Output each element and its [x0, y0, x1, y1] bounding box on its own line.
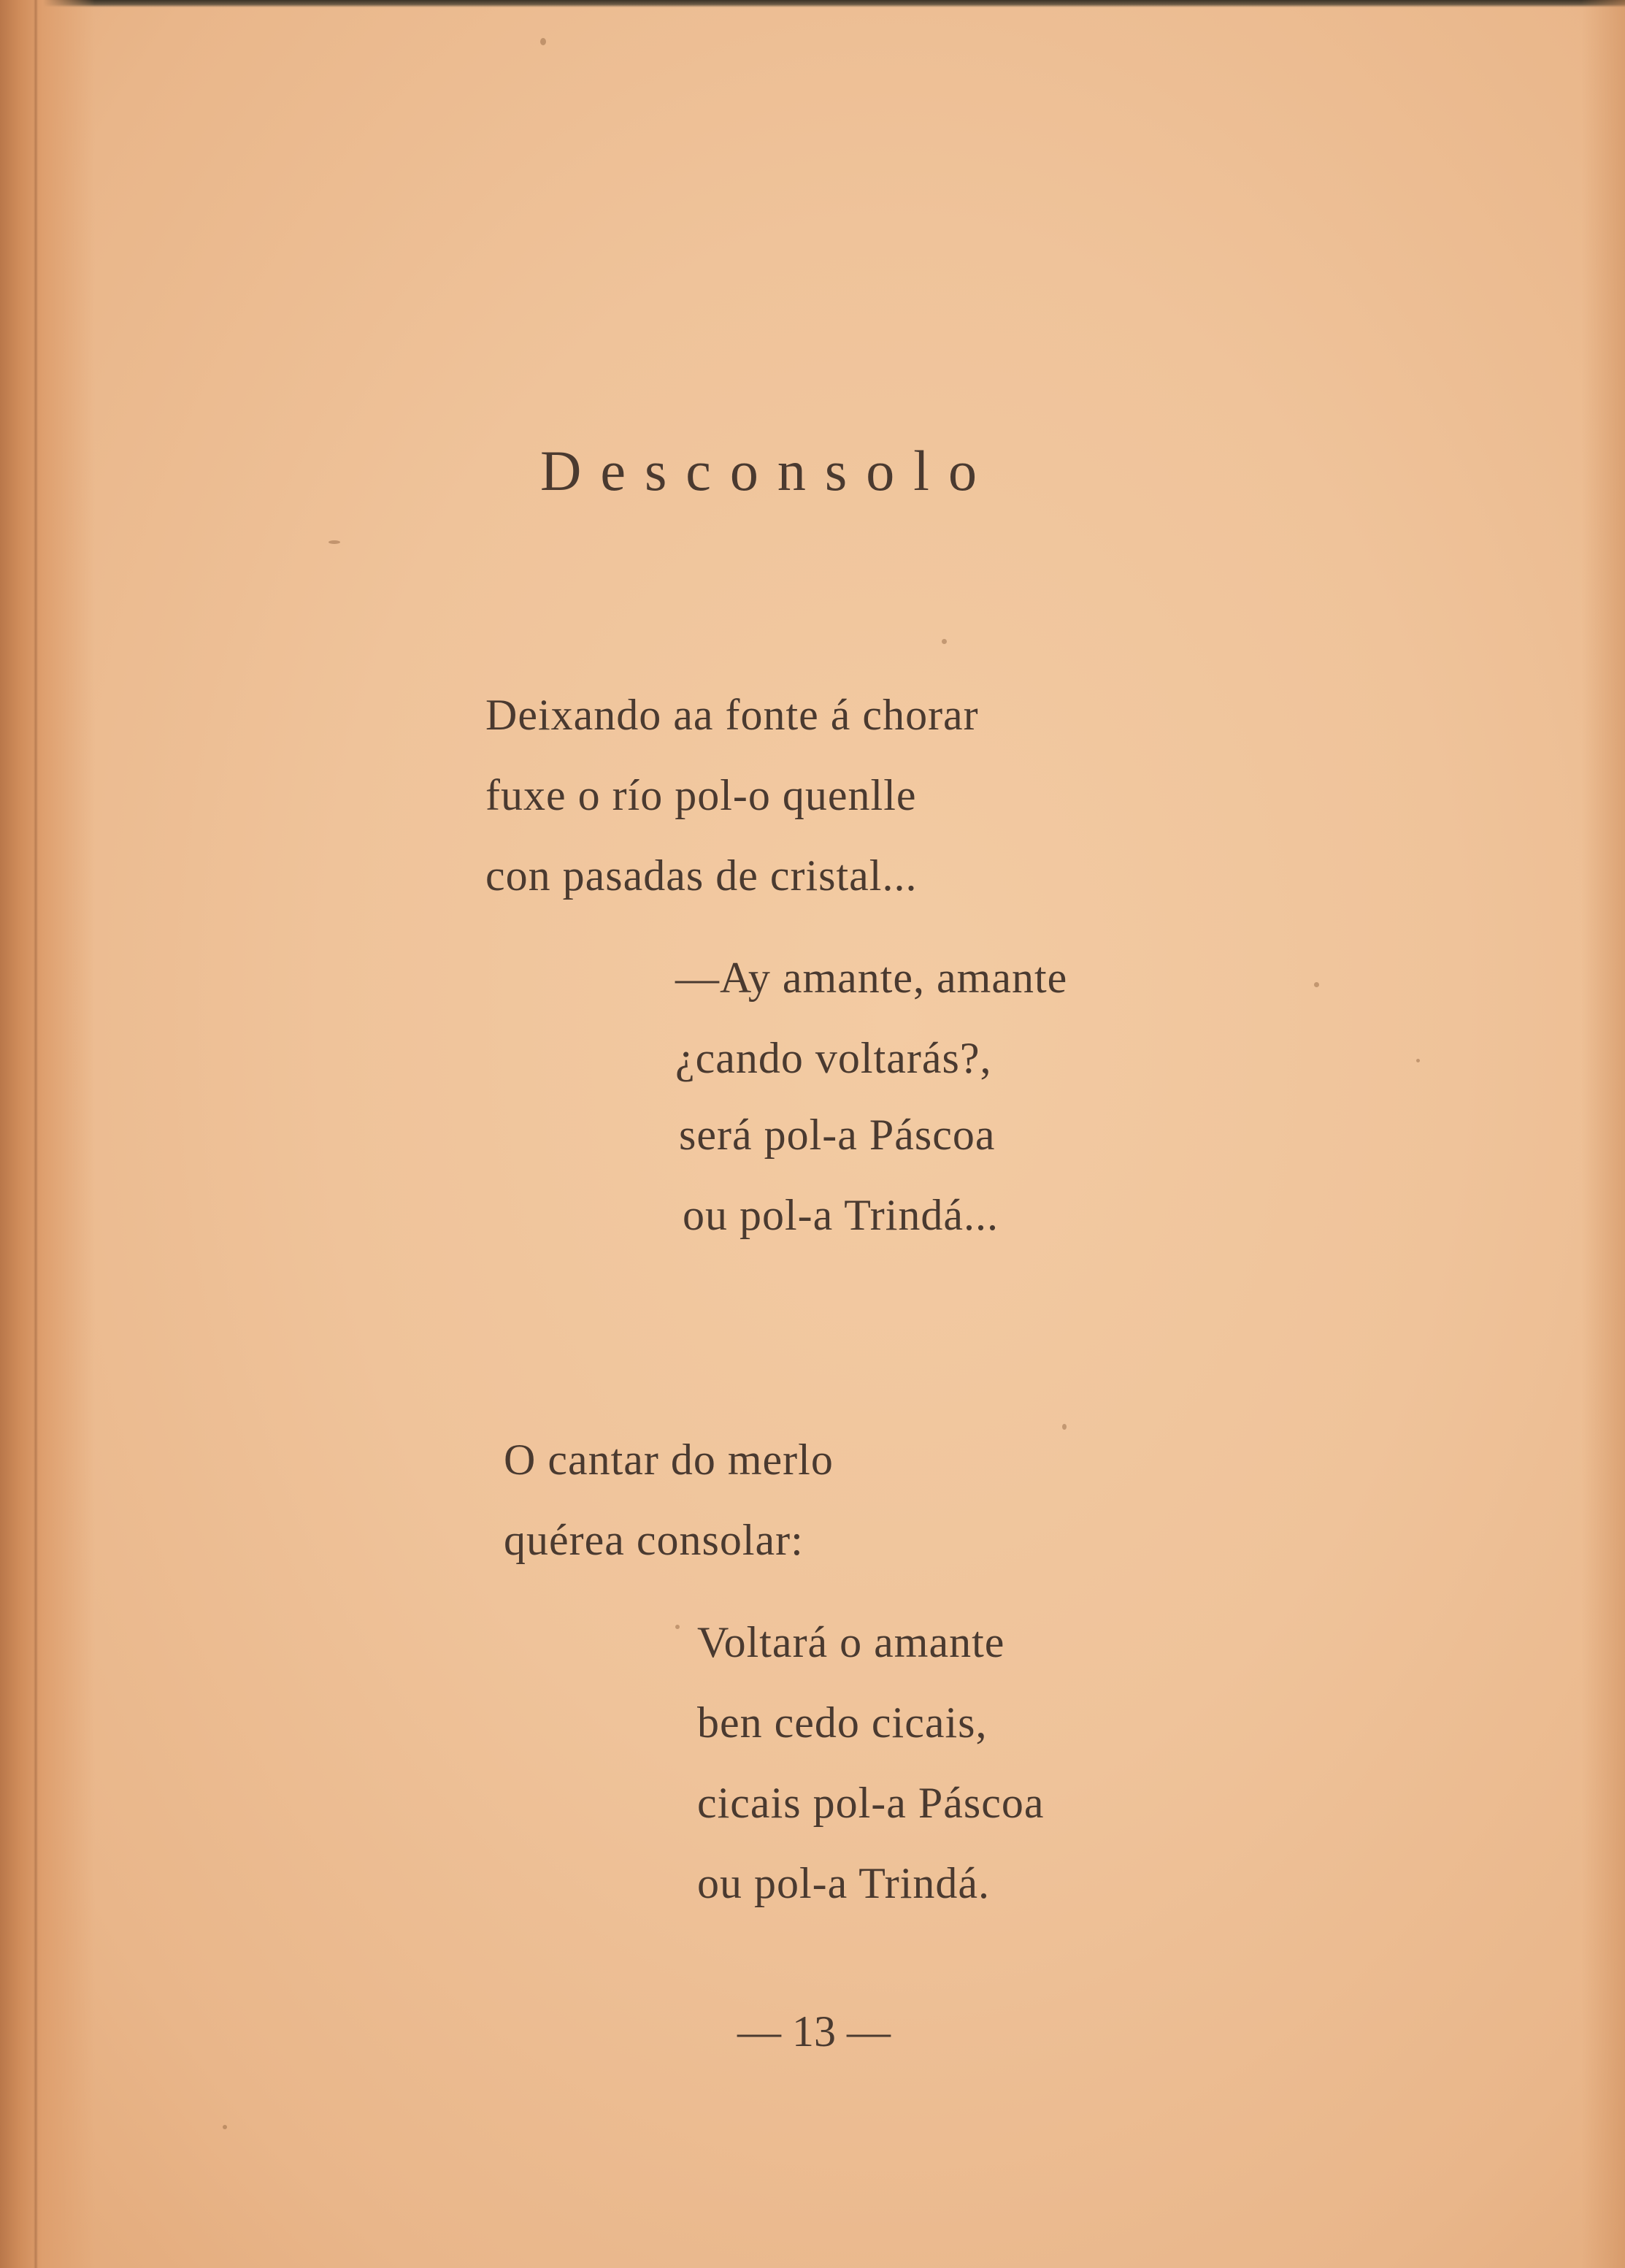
paper-speck [1314, 982, 1319, 987]
paper-speck [223, 2125, 227, 2129]
poem-line: ben cedo cicais, [697, 1698, 988, 1747]
paper-speck [329, 540, 340, 544]
page-number: — 13 — [737, 2007, 891, 2056]
paper-speck [675, 1625, 680, 1629]
paper-speck [1062, 1424, 1067, 1430]
poem-line: ou pol-a Trindá. [697, 1859, 991, 1907]
poem-line: ou pol-a Trindá... [683, 1191, 999, 1239]
poem-title: Desconsolo [540, 439, 996, 502]
poem-line: quérea consolar: [504, 1516, 804, 1564]
paper-speck [1416, 1059, 1420, 1062]
poem-line: Voltará o amante [697, 1618, 1005, 1666]
paper-speck [942, 639, 947, 644]
paper-speck [540, 38, 546, 45]
page-right-edge [1581, 0, 1625, 2268]
poem-line: ¿cando voltarás?, [675, 1034, 992, 1082]
poem-line: fuxe o río pol-o quenlle [485, 771, 917, 819]
poem-line: Deixando aa fonte á chorar [485, 691, 979, 739]
poem-line: —Ay amante, amante [675, 954, 1068, 1002]
poem-line: cicais pol-a Páscoa [697, 1779, 1045, 1827]
poem-line: será pol-a Páscoa [679, 1111, 996, 1159]
page-left-edge [0, 0, 95, 2268]
poem-line: O cantar do merlo [504, 1436, 834, 1484]
poem-line: con pasadas de cristal... [485, 851, 918, 900]
binding-gutter [34, 0, 38, 2268]
page-top-edge [0, 0, 1625, 7]
